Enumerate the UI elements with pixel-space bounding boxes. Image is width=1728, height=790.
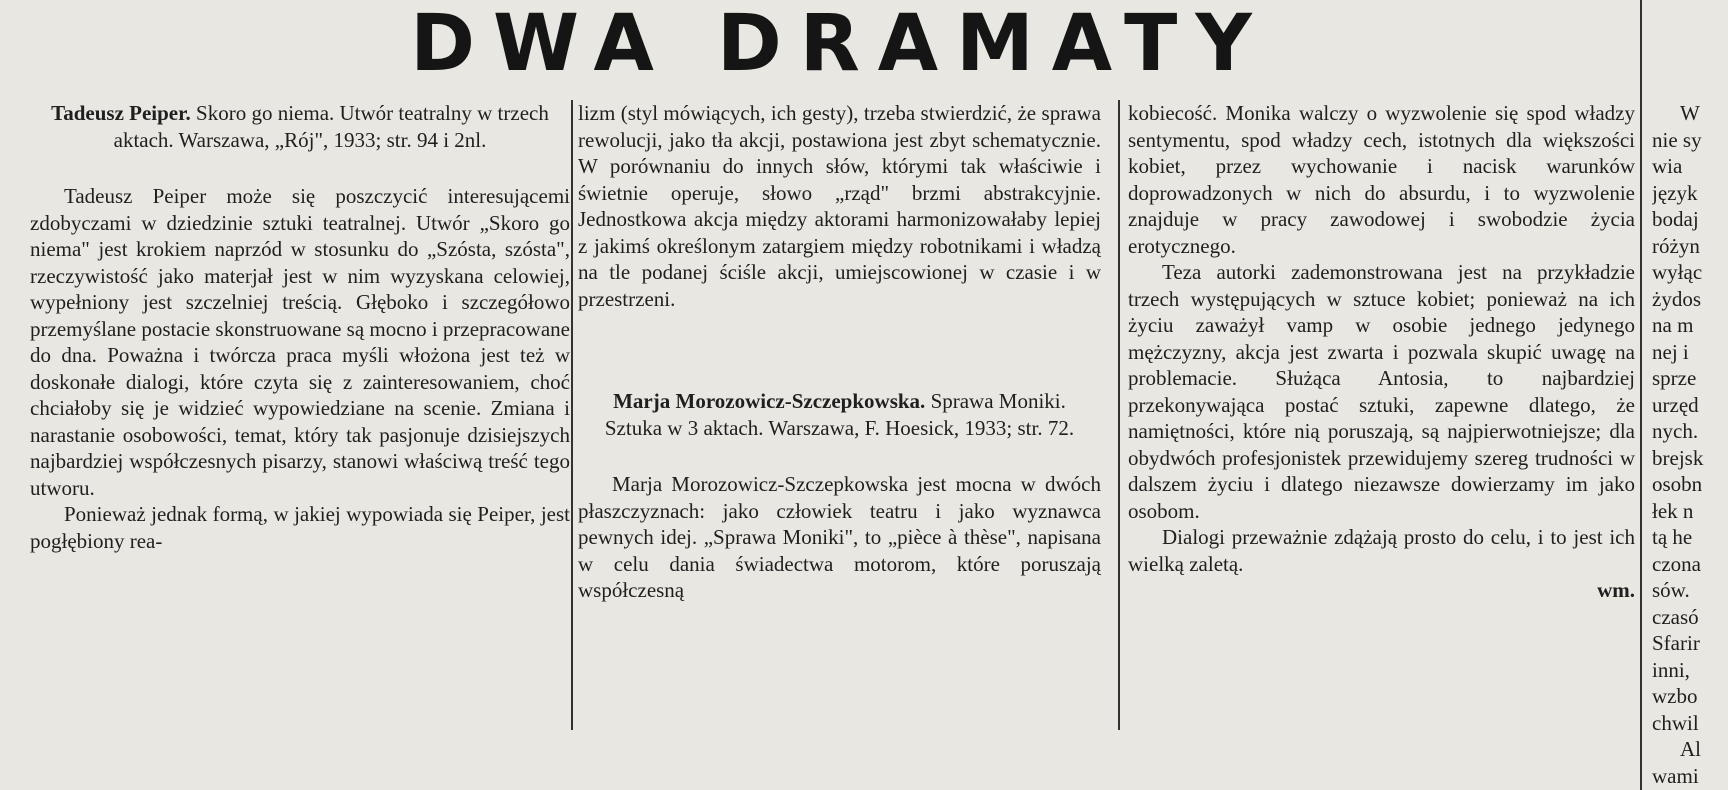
column-rule-3 bbox=[1640, 0, 1642, 790]
review2-bibliography bbox=[578, 388, 1101, 441]
column-rule-1 bbox=[571, 100, 573, 730]
edge-line: tą he bbox=[1652, 525, 1693, 549]
edge-line: urzęd bbox=[1652, 392, 1699, 417]
edge-line: brejsk bbox=[1652, 445, 1704, 470]
edge-line: nej i bbox=[1652, 339, 1689, 364]
review1-bib-text: Skoro go niema. Utwór teatralny w trzech aktach. Warszawa, „Rój", 1933; str. 94 i 2nl. bbox=[113, 101, 549, 152]
review2-signature: wm. bbox=[1597, 578, 1635, 602]
review2-paragraph-2: Teza autorki zademonstrowana jest na przykładzie trzech występujących w sztuce kobiet; ponieważ na ich życiu zaważył vamp w osobie jednego jedynego mężczyzny, akcja jest zwarta i pozwala skupić uwagę na problemacie. Służąca Antosia, to najbardziej przekonywająca postać sztuki, zapewne dlatego, że namiętności, które nią poruszają, są najpierwotniejsze; dla obydwóch profesjonistek przewidujemy szereg trudności w dalszem życiu i dlatego niezawsze dowierzamy im jako osobom. bbox=[1128, 260, 1635, 523]
review1-paragraph-1: Tadeusz Peiper może się poszczycić interesującemi zdobyczami w dziedzinie sztuki teatralnej. Utwór „Skoro go niema" jest krokiem naprzód w stosunku do „Szósta, szósta", rzeczywistość jako materjał jest w nim wyzyskana celowiej, wypełniony jest szczelniej treścią. Głęboko i szczegółowo przemyślane postacie skonstruowane są mocno i przepracowane do dna. Poważna i twórcza praca myśli włożona jest też w doskonałe dialogi, które czyta się z zainteresowaniem, choć chciałoby się je widzieć wypowiedziane na scenie. Zmiana i narastanie osobowości, temat, który tak pasjonuje dzisiejszych najbardziej współczesnych pisarzy, stanowi właściwą treść tego utworu. bbox=[30, 184, 570, 500]
edge-line: Sfarir bbox=[1652, 631, 1700, 655]
edge-line: wzbo bbox=[1652, 684, 1698, 708]
edge-line: na m bbox=[1652, 313, 1694, 337]
review2-bib-text: Sprawa Moniki. Sztuka w 3 aktach. Warszawa, F. Hoesick, 1933; str. 72. bbox=[604, 389, 1075, 440]
review1-paragraph-2a: Ponieważ jednak formą, w jakiej wypowiada się Peiper, jest pogłębiony rea- bbox=[30, 502, 570, 553]
edge-line: chwil bbox=[1652, 710, 1699, 735]
edge-line: inni, bbox=[1652, 657, 1690, 682]
review2-paragraph-3: Dialogi przeważnie zdążają prosto do celu, i to jest ich wielką zaletą. bbox=[1128, 525, 1635, 576]
edge-line: Al bbox=[1680, 737, 1701, 761]
column-4-edge bbox=[1652, 100, 1728, 789]
edge-line: różyn bbox=[1652, 233, 1700, 258]
edge-line: bodaj bbox=[1652, 207, 1699, 231]
edge-line: osobn bbox=[1652, 472, 1703, 496]
edge-line: sprze bbox=[1652, 366, 1697, 390]
review1-author: Tadeusz Peiper. bbox=[51, 101, 191, 125]
review2-paragraph-1b: kobiecość. Monika walczy o wyzwolenie się spod władzy sentymentu, spod władzy cech, istotnych dla większości kobiet, przez wychowanie i nacisk warunków doprowadzonych w nich do absurdu, i to wyzwolenie znajduje w pracy zawodowej i swobodzie życia erotycznego. bbox=[1128, 101, 1635, 258]
edge-line: żydos bbox=[1652, 286, 1701, 311]
edge-line: łek n bbox=[1652, 498, 1694, 523]
edge-line: nie sy bbox=[1652, 127, 1702, 152]
edge-line: czasó bbox=[1652, 604, 1699, 629]
edge-line: sów. bbox=[1652, 578, 1690, 602]
column-3 bbox=[1128, 100, 1635, 604]
column-1 bbox=[30, 100, 570, 554]
headline: DWA DRAMATY bbox=[410, 0, 1270, 89]
edge-line: wyłąc bbox=[1652, 260, 1703, 284]
review1-bibliography bbox=[30, 100, 570, 153]
edge-line: W bbox=[1680, 101, 1700, 125]
review2-author: Marja Morozowicz-Szczepkowska. bbox=[613, 389, 926, 413]
column-rule-2 bbox=[1118, 100, 1120, 730]
edge-line: nych. bbox=[1652, 419, 1699, 443]
edge-line: czona bbox=[1652, 551, 1701, 576]
column-2 bbox=[578, 100, 1101, 604]
edge-line: wami bbox=[1652, 763, 1699, 788]
edge-line: język bbox=[1652, 180, 1698, 205]
review1-paragraph-2b: lizm (styl mówiących, ich gesty), trzeba stwierdzić, że sprawa rewolucji, jako tła akcji, postawiona jest zbyt schematycznie. W porównaniu do innych słów, którymi tak właściwie i świetnie operuje, słowo „rząd" brzmi abstrakcyjnie. Jednostkowa akcja między aktorami harmonizowałaby lepiej z jakimś określonym zatargiem między robotnikami i władzą na tle podanej ściśle akcji, umiejscowionej w czasie i w przestrzeni. bbox=[578, 101, 1101, 311]
review2-paragraph-1a: Marja Morozowicz-Szczepkowska jest mocna w dwóch płaszczyznach: jako człowiek teatru i jako wyznawca pewnych idej. „Sprawa Moniki", to „pièce à thèse", napisana w celu dania świadectwa motorom, które poruszają współczesną bbox=[578, 472, 1101, 602]
edge-line: wia bbox=[1652, 154, 1683, 178]
